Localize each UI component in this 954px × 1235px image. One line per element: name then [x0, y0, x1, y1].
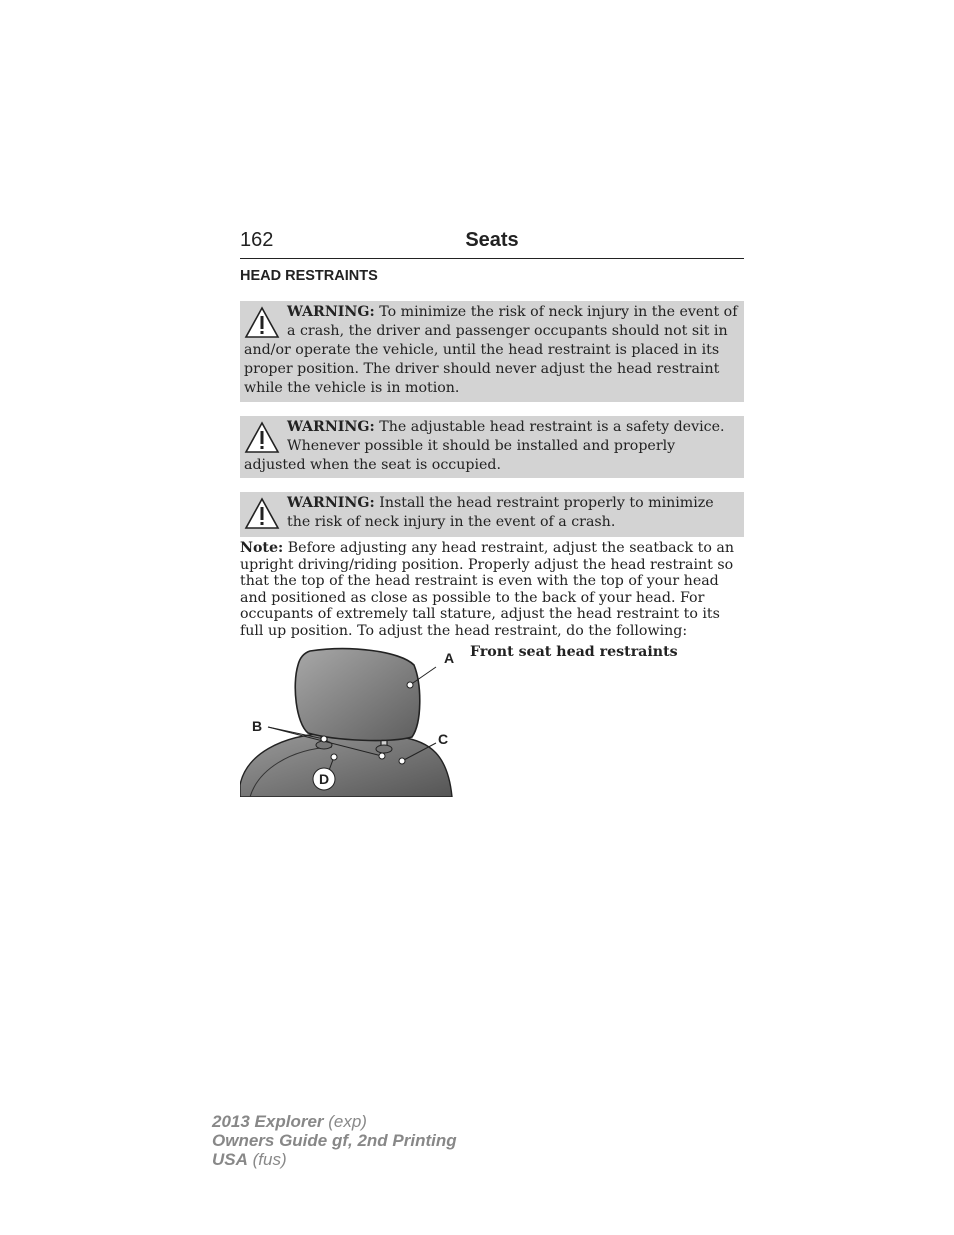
header-rule: [240, 258, 744, 259]
page-number: 162: [240, 229, 274, 251]
footer-model-code: (exp): [323, 1112, 367, 1131]
footer-region-code: (fus): [247, 1150, 287, 1169]
warning-box: [240, 301, 744, 402]
footer-region: USA: [212, 1150, 248, 1169]
note-text: Before adjusting any head restraint, adjust the seatback to an upright driving/riding position. Properly adjust the head restraint so that the top of the head restraint is even with the top of your head and positioned as close as possible to the back of your head. For occupants of extremely tall stature, adjust the head restraint to its full up position. To adjust the head restraint, do the following:: [240, 540, 734, 639]
warning-keyword: WARNING:: [287, 304, 375, 320]
warning-text: To minimize the risk of neck injury in the event of a crash, the driver and passenger occupants should not sit in and/or operate the vehicle, until the head restraint is placed in its proper position. The driver should never adjust the head restraint while the vehicle is in motion.: [244, 304, 738, 396]
note-paragraph: [240, 540, 744, 639]
warning-text: Install the head restraint properly to minimize the risk of neck injury in the event of a crash.: [287, 495, 714, 530]
head-restraint-illustration: [240, 645, 462, 797]
warning-keyword: WARNING:: [287, 419, 375, 435]
warning-box: [240, 492, 744, 537]
note-keyword: Note:: [240, 540, 284, 556]
section-title: Seats: [465, 229, 519, 251]
footer: [212, 1112, 457, 1169]
figure-label-d: D: [319, 771, 330, 787]
warning-keyword: WARNING:: [287, 495, 375, 511]
warning-box: [240, 416, 744, 478]
page-heading: HEAD RESTRAINTS: [240, 268, 378, 284]
figure-label-b: B: [252, 718, 263, 734]
footer-model: 2013 Explorer: [212, 1112, 324, 1131]
warning-triangle-icon: [244, 421, 280, 455]
warning-text: The adjustable head restraint is a safety device. Whenever possible it should be installed and properly adjusted when the seat is occupied.: [244, 419, 725, 473]
warning-triangle-icon: [244, 497, 280, 531]
figure-caption: Front seat head restraints: [470, 644, 678, 660]
warning-triangle-icon: [244, 306, 280, 340]
footer-guide: Owners Guide gf, 2nd Printing: [212, 1131, 457, 1150]
figure-label-a: A: [444, 650, 455, 666]
figure-label-c: C: [438, 731, 449, 747]
